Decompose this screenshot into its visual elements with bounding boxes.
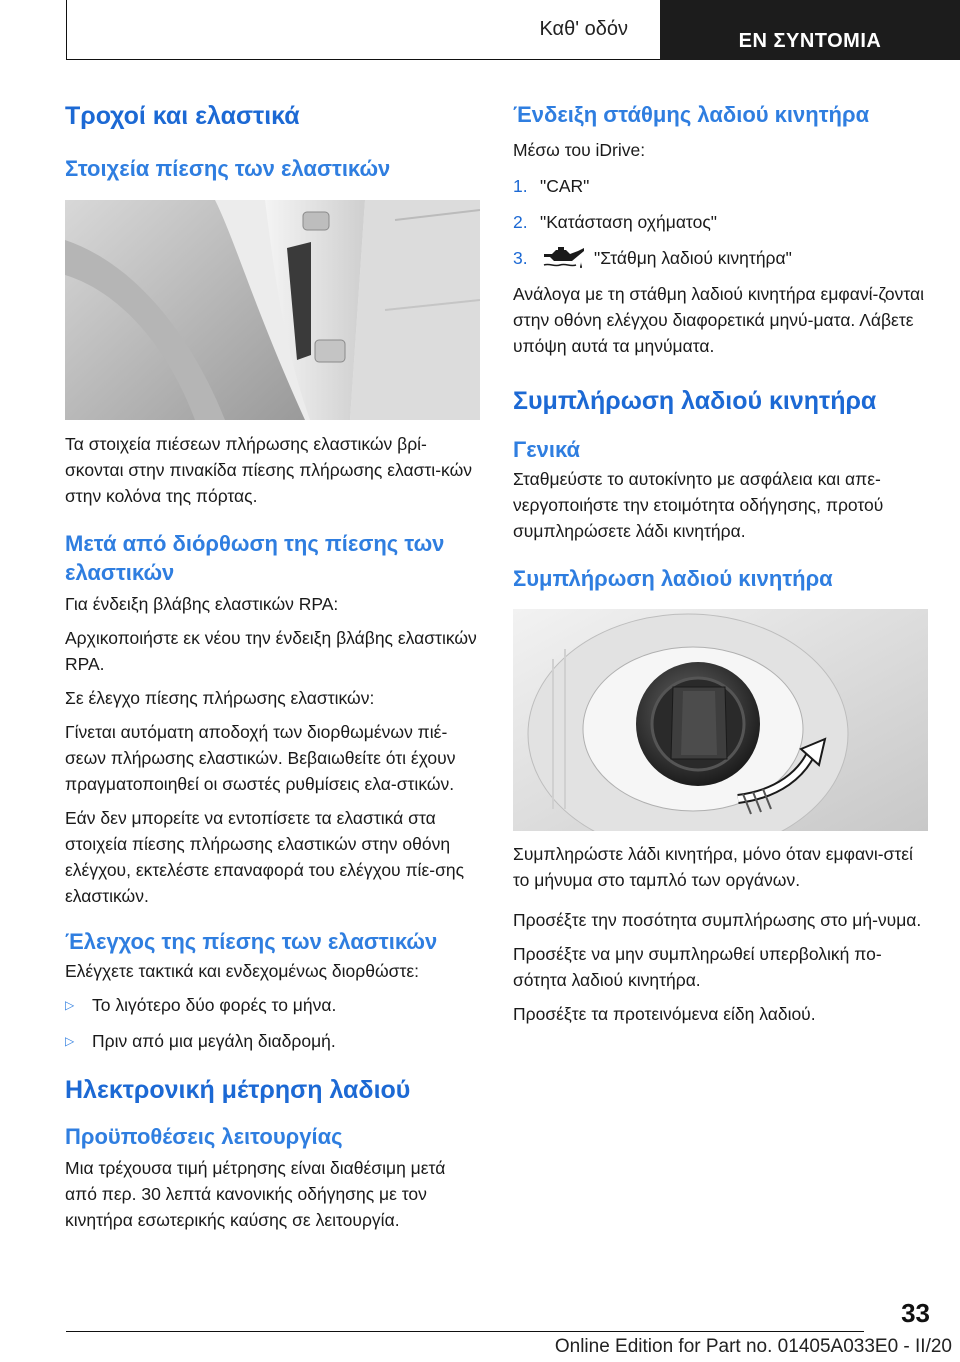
heading-wheels-tires: Τροχοί και ελαστικά <box>65 102 300 130</box>
list-item <box>65 1028 480 1054</box>
heading-tire-pressure-check: Έλεγχος της πίεσης των ελαστικών <box>65 929 438 954</box>
chapter-tab[interactable] <box>660 0 960 60</box>
pressure-check-auto-accept: Γίνεται αυτόματη αποδοχή των διορθωμένων πιέ-σεων πλήρωσης ελαστικών. Βεβαιωθείτε ότι έχουν πραγματοποιηθεί οι σωστές ρυθμίσεις ελα-στικών. <box>65 722 456 794</box>
right-column <box>513 100 928 1027</box>
door-pillar-illustration <box>65 200 480 420</box>
step-text: "CAR" <box>540 176 590 196</box>
step-text: "Κατάσταση οχήματος" <box>540 212 717 232</box>
pressure-check-instruction: Ελέγχετε τακτικά και ενδεχομένως διορθώστε: <box>65 961 420 981</box>
heading-general: Γενικά <box>513 437 581 462</box>
step-number: 3. <box>513 248 528 268</box>
list-item-text: Πριν από μια μεγάλη διαδρομή. <box>92 1031 336 1051</box>
heading-after-pressure-correction: Μετά από διόρθωση της πίεσης των ελαστικών <box>65 531 445 585</box>
pressure-check-intro: Σε έλεγχο πίεσης πλήρωσης ελαστικών: <box>65 688 375 708</box>
pressure-check-list <box>65 992 480 1054</box>
step-number: 2. <box>513 212 528 232</box>
heading-operating-requirements: Προϋποθέσεις λειτουργίας <box>65 1124 343 1149</box>
triangle-right-icon: ▷ <box>65 1034 75 1048</box>
list-item <box>513 173 928 199</box>
oil-can-icon <box>540 245 586 271</box>
left-column <box>65 100 480 1233</box>
heading-refill-procedure: Συμπλήρωση λαδιού κινητήρα <box>513 566 833 591</box>
list-item <box>513 209 928 235</box>
idrive-intro: Μέσω του iDrive: <box>513 140 646 160</box>
header-section-title: Καθ' οδόν <box>539 18 628 40</box>
refill-when-message-paragraph: Συμπληρώστε λάδι κινητήρα, μόνο όταν εμφανι-στεί το μήνυμα στο ταμπλό των οργάνων. <box>513 844 913 890</box>
pressure-check-reset-note: Εάν δεν μπορείτε να εντοπίσετε τα ελαστικά στα στοιχεία πίεσης πλήρωσης ελαστικών στην οθόνη ελέγχου, εκτελέστε επαναφορά του ελέγχου πίε-σης ελαστικών. <box>65 808 465 906</box>
triangle-right-icon: ▷ <box>65 998 75 1012</box>
step-text: "Στάθμη λαδιού κινητήρα" <box>594 248 792 268</box>
step-number: 1. <box>513 176 528 196</box>
refill-overfill-warning: Προσέξτε να μην συμπληρωθεί υπερβολική πο-σότητα λαδιού κινητήρα. <box>513 944 882 990</box>
list-item <box>513 245 928 271</box>
heading-refill-engine-oil: Συμπλήρωση λαδιού κινητήρα <box>513 387 877 415</box>
refill-quantity-paragraph: Προσέξτε την ποσότητα συμπλήρωσης στο μή-νυμα. <box>513 910 922 930</box>
rpa-intro: Για ένδειξη βλάβης ελαστικών RPA: <box>65 594 339 614</box>
chapter-tab-label: ΕΝ ΣΥΝΤΟΜΙΑ <box>738 29 882 52</box>
rpa-reset-instruction: Αρχικοποιήστε εκ νέου την ένδειξη βλάβης ελαστικών RPA. <box>65 628 477 674</box>
general-paragraph: Σταθμεύστε το αυτοκίνητο με ασφάλεια και απε-νεργοποιήστε την ετοιμότητα οδήγησης, προτού συμπληρώσετε λάδι κινητήρα. <box>513 469 884 541</box>
page-number: 33 <box>901 1298 930 1328</box>
refill-oil-types-paragraph: Προσέξτε τα προτεινόμενα είδη λαδιού. <box>513 1004 816 1024</box>
idrive-steps <box>513 173 928 271</box>
footer-rule <box>66 1331 864 1332</box>
footer-edition: Online Edition for Part no. 01405A033E0 - II/20 <box>554 1336 952 1357</box>
tire-data-paragraph: Τα στοιχεία πιέσεων πλήρωσης ελαστικών βρί-σκονται στην πινακίδα πίεσης πλήρωσης ελαστι-κών στην κολόνα της πόρτας. <box>65 434 472 506</box>
oil-messages-paragraph: Ανάλογα με τη στάθμη λαδιού κινητήρα εμφανί-ζονται στην οθόνη ελέγχου διαφορετικά μηνύ-ματα. Λάβετε υπόψη αυτά τα μηνύματα. <box>513 284 925 356</box>
requirements-paragraph: Μια τρέχουσα τιμή μέτρησης είναι διαθέσιμη μετά από περ. 30 λεπτά κανονικής οδήγησης με τον κινητήρα εσωτερικής καύσης σε λειτουργία. <box>65 1158 446 1230</box>
list-item <box>65 992 480 1018</box>
list-item-text: Το λιγότερο δύο φορές το μήνα. <box>92 995 337 1015</box>
heading-electronic-oil-measurement: Ηλεκτρονική μέτρηση λαδιού <box>65 1076 411 1104</box>
oil-filler-cap-illustration <box>513 609 928 831</box>
heading-oil-level-display: Ένδειξη στάθμης λαδιού κινητήρα <box>513 102 870 127</box>
heading-tire-pressure-data: Στοιχεία πίεσης των ελαστικών <box>65 156 391 181</box>
